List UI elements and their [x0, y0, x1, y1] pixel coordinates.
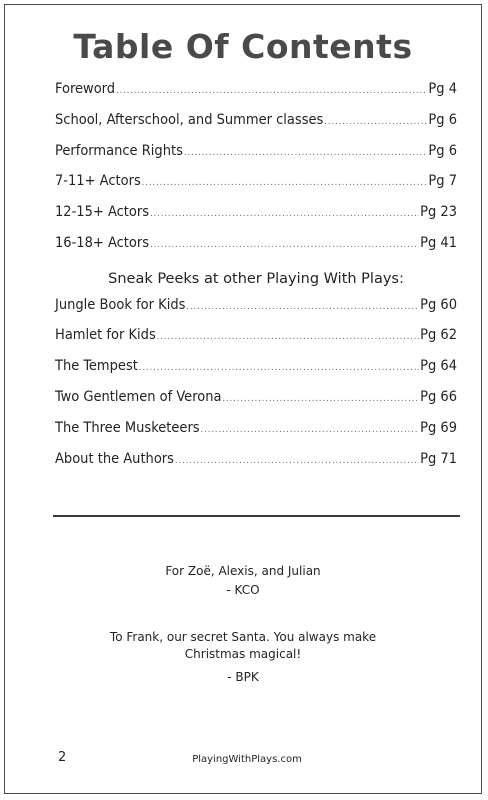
toc-leader-dots — [184, 148, 428, 158]
toc-entry-label: 7-11+ Actors — [55, 173, 141, 190]
toc-leader-dots — [223, 394, 420, 404]
toc-entry-label: The Three Musketeers — [55, 419, 200, 436]
toc-entry-page: Pg 23 — [420, 204, 457, 221]
toc-entry-page: Pg 62 — [420, 327, 457, 344]
toc-entry-page: Pg 7 — [428, 173, 457, 190]
section-divider — [53, 515, 460, 517]
dedication-line: Christmas magical! — [184, 647, 302, 661]
toc-entry — [55, 204, 457, 235]
toc-leader-dots — [142, 178, 428, 188]
toc-entry-page: Pg 69 — [420, 419, 457, 436]
toc-entry — [55, 173, 457, 204]
toc-entry — [55, 81, 457, 112]
toc-leader-dots — [116, 86, 427, 96]
toc-entry-label: School, Afterschool, and Summer classes — [55, 111, 324, 128]
toc-entry-page: Pg 4 — [428, 81, 457, 97]
toc-entry-label: 16-18+ Actors — [55, 234, 150, 251]
dedication-kco — [5, 563, 481, 599]
toc-entry-label: Foreword — [55, 81, 116, 97]
dedication-signature: - KCO — [226, 583, 260, 597]
toc-entry-label: About the Authors — [55, 450, 174, 467]
toc-leader-dots — [139, 363, 419, 373]
toc-entry — [55, 389, 457, 420]
dedication-bpk — [5, 629, 481, 686]
toc-entry — [55, 327, 457, 358]
toc-entry-label: 12-15+ Actors — [55, 204, 150, 221]
toc-entry-label: Hamlet for Kids — [55, 327, 156, 344]
toc-subheading: Sneak Peeks at other Playing With Plays: — [108, 270, 404, 287]
toc-leader-dots — [186, 302, 419, 312]
toc-entry — [55, 297, 457, 328]
toc-entry — [55, 451, 457, 482]
toc-leader-dots — [157, 332, 419, 342]
book-page — [4, 4, 482, 794]
toc-entry-page: Pg 41 — [420, 234, 457, 251]
toc-leader-dots — [175, 456, 419, 466]
toc-entry-label: Jungle Book for Kids — [55, 296, 186, 313]
dedication-line: For Zoë, Alexis, and Julian — [165, 564, 321, 578]
toc-entry-page: Pg 64 — [420, 358, 457, 375]
toc-leader-dots — [201, 425, 420, 435]
toc-entry-page: Pg 71 — [420, 450, 457, 467]
toc-entry-page: Pg 66 — [420, 388, 457, 405]
page-title: Table Of Contents — [73, 27, 413, 66]
toc-entry — [55, 143, 457, 174]
toc-entry-page: Pg 60 — [420, 296, 457, 313]
dedication-line: To Frank, our secret Santa. You always make — [109, 630, 377, 644]
toc-entry-label: The Tempest — [55, 358, 138, 375]
dedication-signature: - BPK — [227, 670, 259, 684]
toc-leader-dots — [150, 240, 419, 250]
toc-entry — [55, 420, 457, 451]
toc-entry-label: Two Gentlemen of Verona — [55, 388, 222, 405]
toc-entry-page: Pg 6 — [428, 142, 457, 159]
page-number: 2 — [58, 750, 67, 765]
toc-entry — [55, 358, 457, 389]
toc-leader-dots — [324, 117, 427, 127]
toc-entry-label: Performance Rights — [55, 142, 183, 159]
toc-entry — [55, 235, 457, 266]
toc-entry — [55, 112, 457, 143]
footer-website: PlayingWithPlays.com — [192, 754, 302, 765]
toc-entry-page: Pg 6 — [428, 111, 457, 128]
table-of-contents — [55, 81, 457, 481]
toc-leader-dots — [150, 209, 419, 219]
